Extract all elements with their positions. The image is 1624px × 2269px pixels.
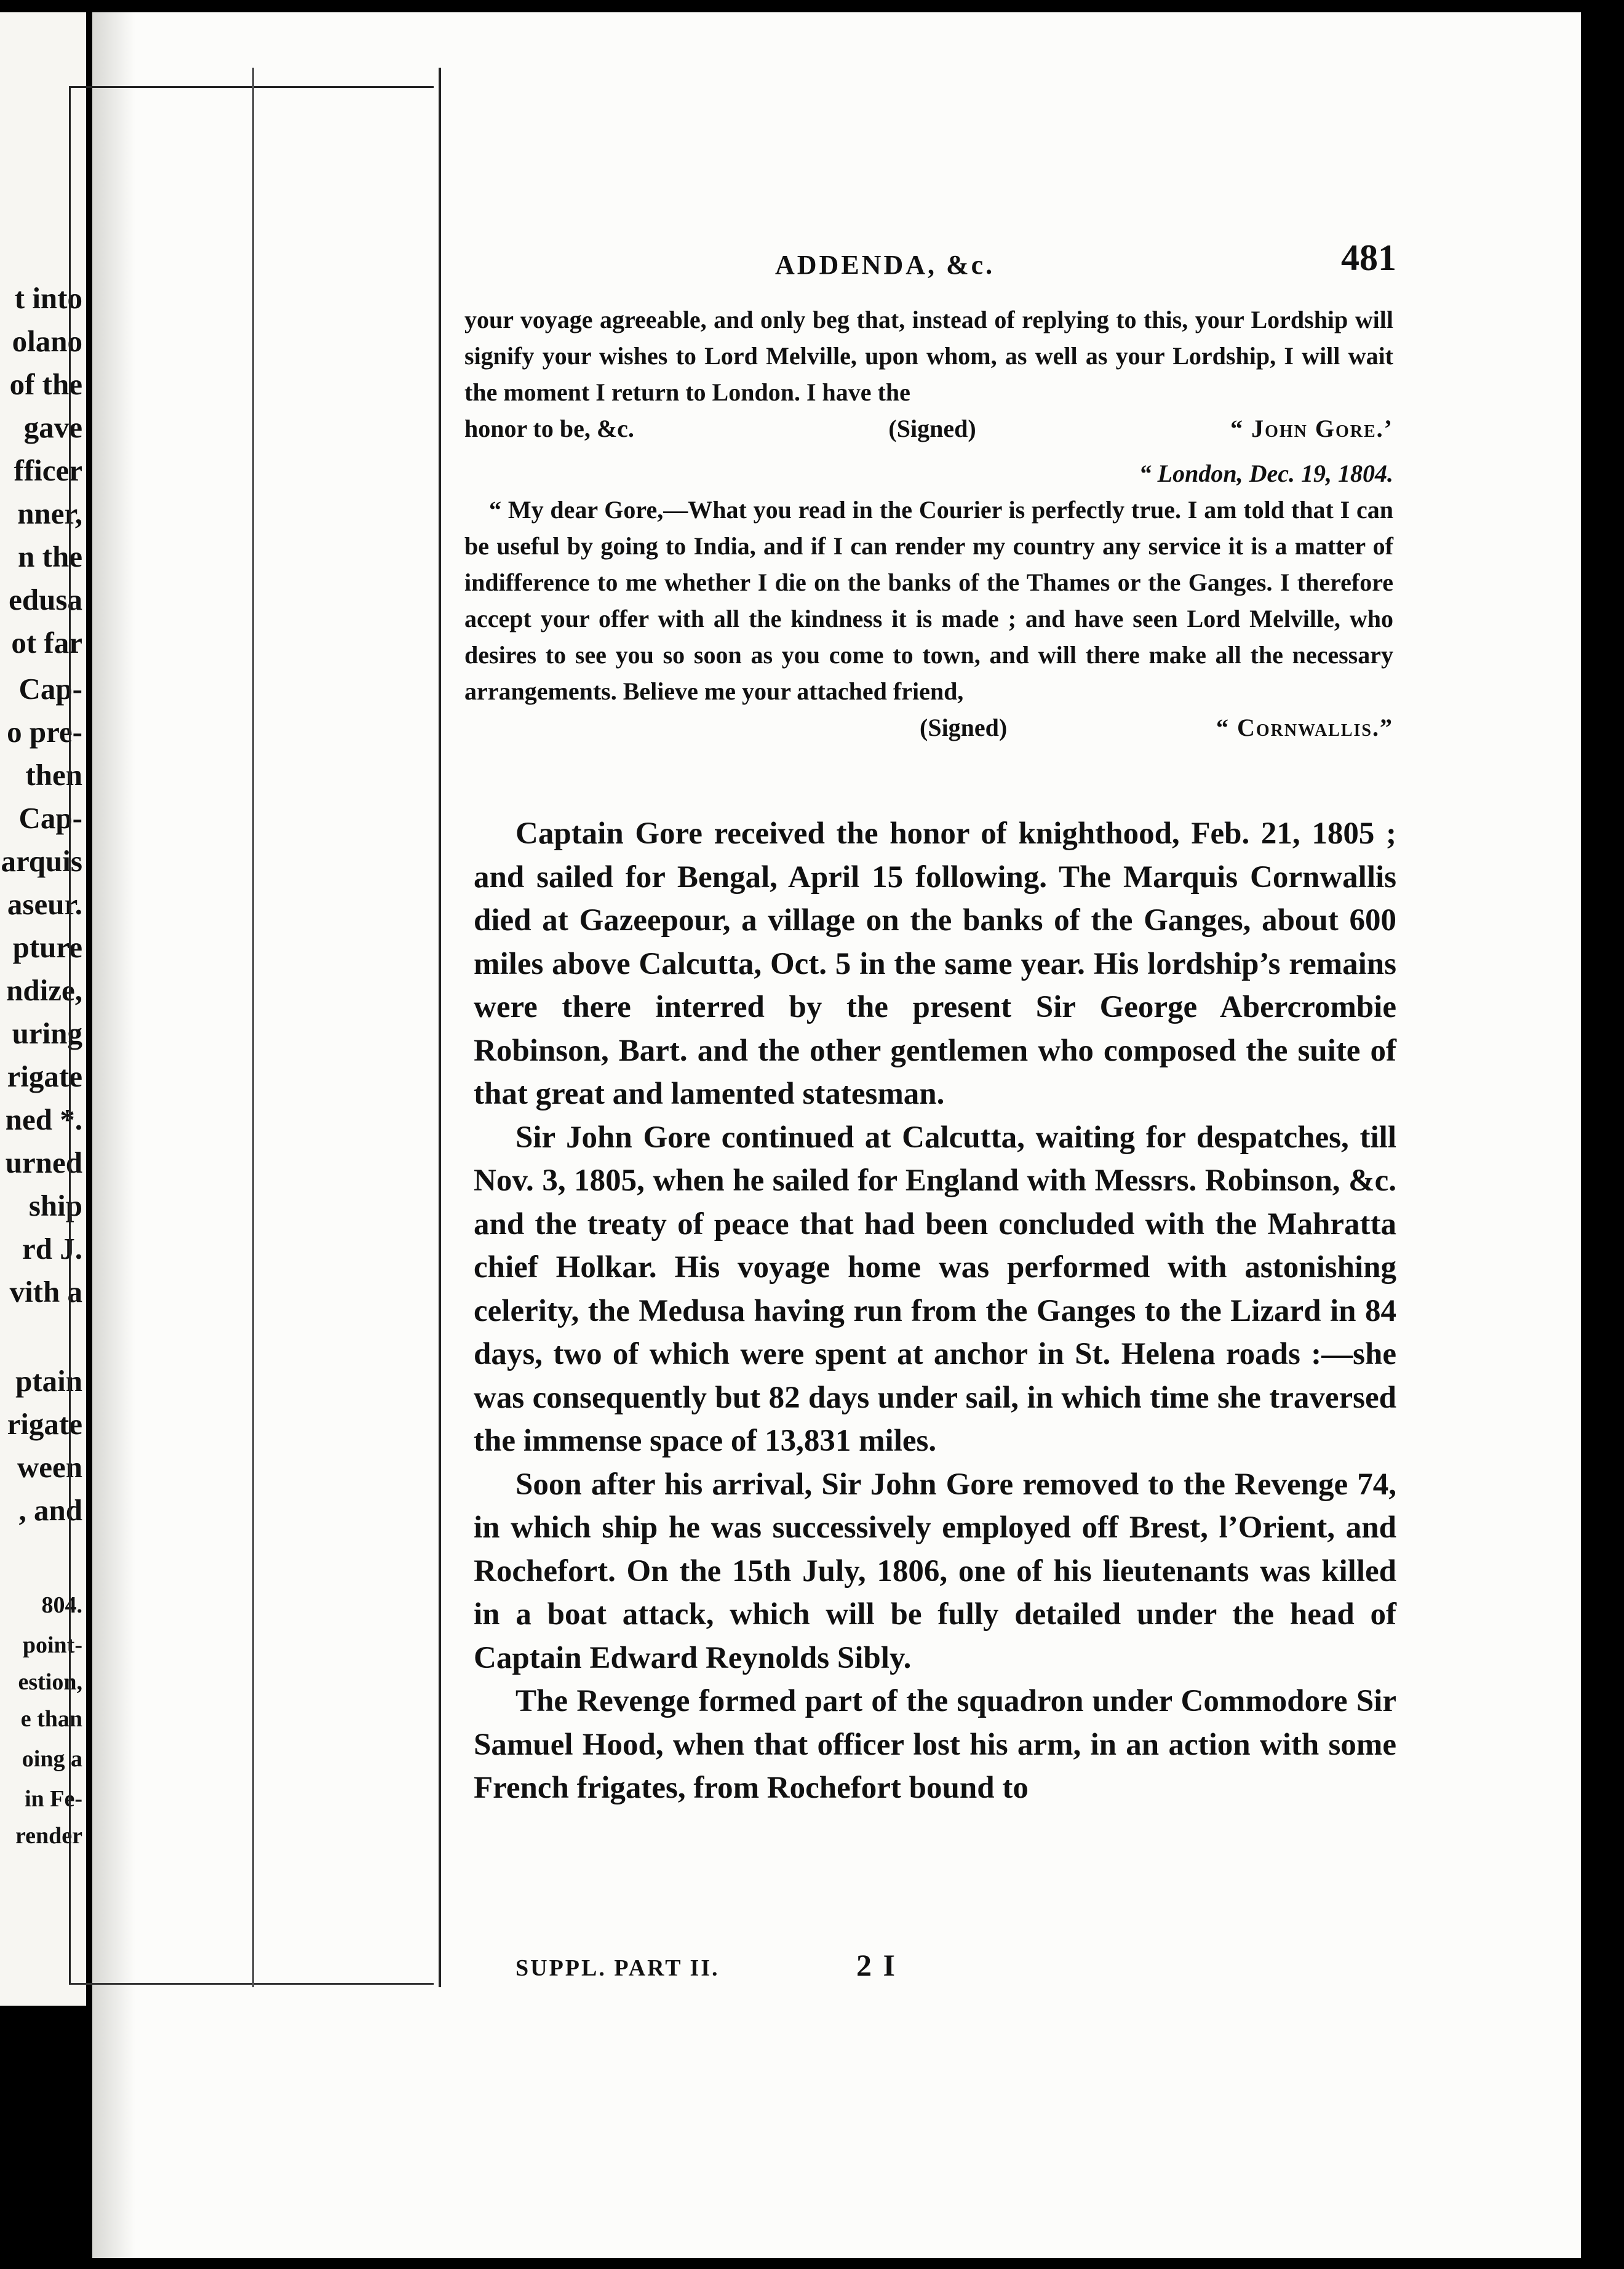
letter2-signature-line — [464, 709, 1393, 746]
letter1-signature: “ John Gore.’ — [1230, 415, 1393, 442]
page-header — [468, 237, 1396, 286]
facing-page-line: uring — [12, 1016, 82, 1050]
body-text — [474, 812, 1396, 1810]
facing-page-line: in Fe- — [25, 1786, 82, 1812]
signature-mark: 2 I — [856, 1948, 897, 1982]
facing-page-line: o pre- — [7, 715, 82, 749]
facing-page-line: ndize, — [6, 973, 82, 1007]
facing-page-line: fficer — [14, 453, 82, 487]
facing-page-line: rigate — [7, 1407, 82, 1441]
facing-page-line: point- — [22, 1632, 82, 1658]
facing-page-line: olano — [12, 324, 82, 358]
facing-page-line: rigate — [7, 1059, 82, 1093]
letter2-text: “ My dear Gore,—What you read in the Courier is perfectly true. I am told that I can be useful by going to India, and if I can render my country any service it is a matter of indifference to me whether I die on the banks of the Thames or the Ganges. I therefore accept your offer with all the kindness it is made ; and have seen Lord Melville, who desires to see you so soon as you come to town, and will there make all the necessary arrangements. Believe me your attached friend, — [464, 496, 1393, 705]
facing-page-line: estion, — [18, 1669, 82, 1695]
facing-page-line: Cap- — [18, 801, 82, 835]
page-number: 481 — [1341, 237, 1396, 278]
facing-page-line: e than — [20, 1706, 82, 1732]
facing-page-line: arquis — [1, 844, 82, 878]
letter2-signed: (Signed) — [920, 714, 1008, 741]
footer-part: SUPPL. PART II. — [515, 1955, 720, 1981]
running-head: ADDENDA, &c. — [775, 250, 995, 280]
facing-page-line: n the — [18, 540, 82, 573]
facing-page-line: ship — [28, 1189, 82, 1222]
facing-page-line: , and — [18, 1493, 82, 1527]
facing-page-line: ot far — [11, 626, 82, 660]
facing-page-line: gave — [23, 410, 82, 444]
letter2-signature: “ Cornwallis.” — [1216, 714, 1393, 741]
paragraph-1: Captain Gore received the honor of knighthood, Feb. 21, 1805 ; and sailed for Bengal, April 15 following. The Marquis Cornwallis died at Gazeepour, a village on the banks of the Ganges, about 600 miles above Calcutta, Oct. 5 in the same year. His lordship’s remains were there interred by the present Sir George Abercrombie Robinson, Bart. and the other gentlemen who composed the suite of that great and lamented statesman. — [474, 816, 1396, 1111]
facing-page-line: ween — [17, 1450, 82, 1484]
facing-page-line: urned — [5, 1146, 82, 1179]
letter2-dateline: “ London, Dec. 19, 1804. — [1139, 460, 1393, 487]
letter1-signature-line — [464, 410, 1393, 447]
page-fold — [252, 68, 441, 1987]
facing-page-line: ned *. — [5, 1103, 82, 1136]
paragraph-3: Soon after his arrival, Sir John Gore removed to the Revenge 74, in which ship he was successively employed off Brest, l’Orient, and Rochefort. On the 15th July, 1806, one of his lieutenants was killed in a boat attack, which will be fully detailed under the head of Captain Edward Reynolds Sibly. — [474, 1467, 1396, 1675]
paragraph-2: Sir John Gore continued at Calcutta, waiting for despatches, till Nov. 3, 1805, when he sailed for England with Messrs. Robinson, &c. and the treaty of peace that had been concluded with the Mahratta chief Holkar. His voyage home was performed with astonishing celerity, the Medusa having run from the Ganges to the Lizard in 84 days, two of which were spent at anchor in St. Helena roads :—she was consequently but 82 days under sail, in which time she traversed the immense space of 13,831 miles. — [474, 1120, 1396, 1458]
facing-page-line: nner, — [17, 496, 82, 530]
facing-page-line: ptain — [15, 1364, 82, 1398]
facing-page-line: t into — [14, 281, 82, 315]
paragraph-4: The Revenge formed part of the squadron under Commodore Sir Samuel Hood, when that officer lost his arm, in an action with some French frigates, from Rochefort bound to — [474, 1684, 1396, 1805]
letter1-text: your voyage agreeable, and only beg that, instead of replying to this, your Lordship will signify your wishes to Lord Melville, upon whom, as well as your Lordship, I will wait the moment I return to London. I have the — [464, 306, 1393, 406]
facing-page-line: pture — [12, 930, 82, 964]
facing-page-line: then — [25, 758, 82, 792]
facing-page-line: oing a — [22, 1746, 82, 1772]
facing-page-line: of the — [9, 367, 82, 401]
facing-page-line: rd J. — [22, 1232, 82, 1266]
facing-page-line: vith a — [9, 1275, 82, 1309]
facing-page-line: 804. — [41, 1592, 82, 1618]
page-footer — [515, 1947, 897, 1983]
letter1-closing: honor to be, &c. — [464, 415, 634, 442]
letter-section — [464, 301, 1393, 746]
facing-page-line: render — [15, 1823, 82, 1849]
facing-page-line: aseur. — [7, 887, 82, 921]
facing-page-line: Cap- — [18, 672, 82, 706]
letter1-signed: (Signed) — [888, 415, 976, 442]
facing-page-line: edusa — [9, 583, 82, 616]
